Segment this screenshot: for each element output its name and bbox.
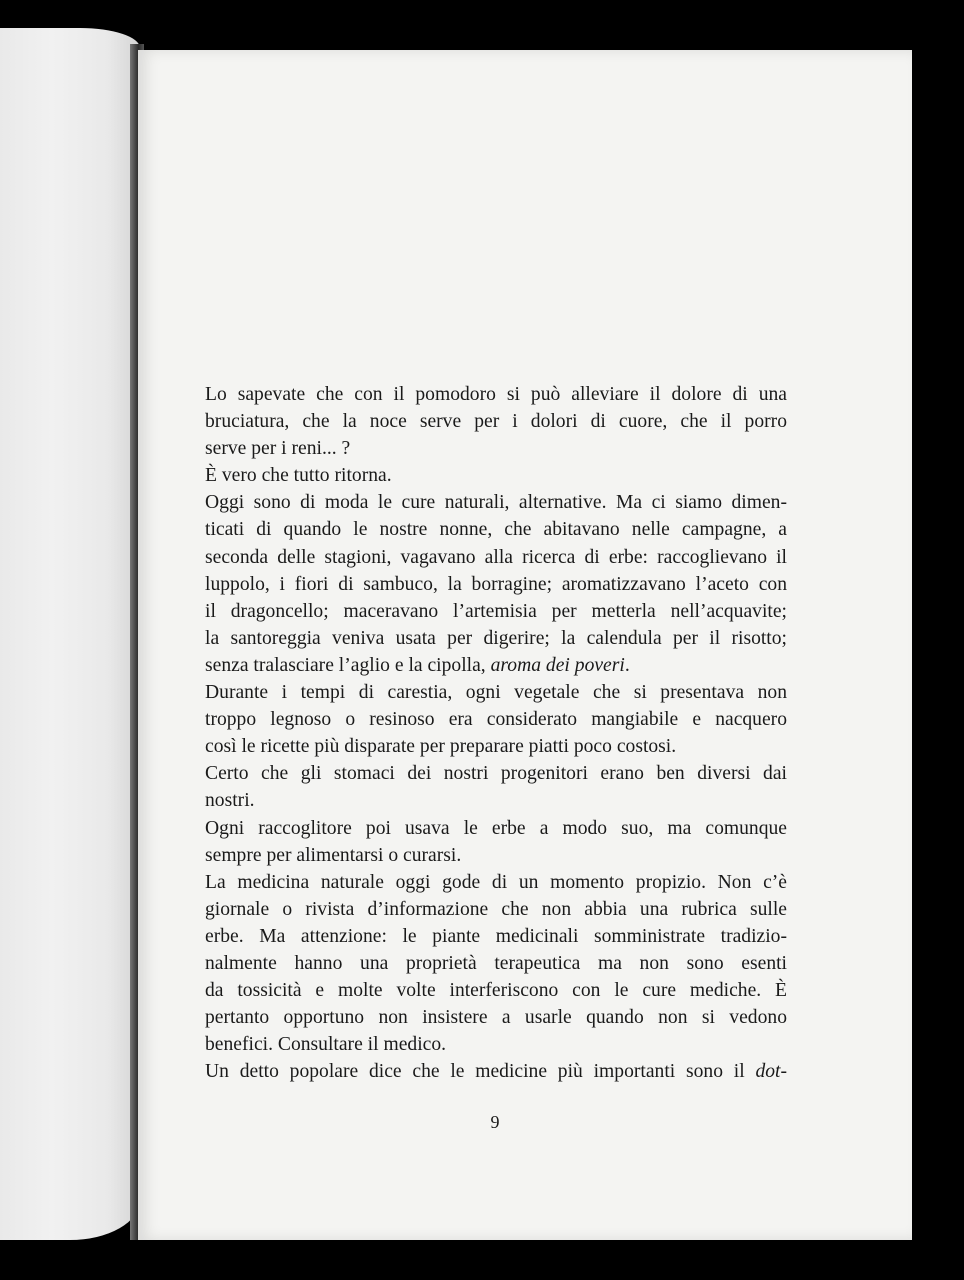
- text-line: Ogni raccoglitore poi usava le erbe a modo suo, ma comunque: [205, 817, 787, 839]
- text-line: così le ricette più disparate per preparare piatti poco costosi.: [205, 736, 677, 758]
- show-through-text: [220, 168, 800, 357]
- text-line: ticati di quando le nostre nonne, che abitavano nelle campagne, a: [205, 519, 787, 541]
- text-run: senza tralasciare l’aglio e la cipolla,: [205, 654, 491, 676]
- text-run: Un detto popolare dice che le medicine più importanti sono il: [205, 1061, 756, 1083]
- italic-phrase: aroma dei poveri: [490, 654, 625, 676]
- text-line: serve per i reni... ?: [205, 438, 351, 460]
- text-line: bruciatura, che la noce serve per i dolori di cuore, che il porro: [205, 411, 787, 433]
- text-line: da tossicità e molte volte interferiscono con le cure mediche. È: [205, 980, 787, 1002]
- text-line: sempre per alimentarsi o curarsi.: [205, 844, 462, 866]
- text-line: luppolo, i fiori di sambuco, la borragine; aromatizzavano l’aceto con: [205, 573, 787, 595]
- text-line: [205, 652, 787, 679]
- text-line: La medicina naturale oggi gode di un momento propizio. Non c’è: [205, 871, 787, 893]
- left-page-edge: [0, 28, 140, 1240]
- page-number: 9: [490, 1112, 500, 1132]
- text-line: il dragoncello; maceravano l’artemisia per metterla nell’acquavite;: [205, 600, 787, 622]
- text-line: la santoreggia veniva usata per digerire; la calendula per il risotto;: [205, 627, 787, 649]
- text-line: Lo sapevate che con il pomodoro si può alleviare il dolore di una: [205, 384, 787, 405]
- text-line: pertanto opportuno non insistere a usarle quando non si vedono: [205, 1007, 787, 1029]
- text-line: Certo che gli stomaci dei nostri progenitori erano ben diversi dai: [205, 763, 787, 785]
- italic-hyphenated-word: dot-: [755, 1061, 787, 1083]
- text-line: troppo legnoso o resinoso era considerato mangiabile e nacquero: [205, 709, 787, 731]
- text-line: Oggi sono di moda le cure naturali, alternative. Ma ci siamo dimen-: [205, 492, 787, 514]
- text-line: Durante i tempi di carestia, ogni vegetale che si presentava non: [205, 682, 787, 704]
- text-line: benefici. Consultare il medico.: [205, 1034, 447, 1056]
- text-line: giornale o rivista d’informazione che non abbia una rubrica sulle: [205, 898, 787, 920]
- text-line: È vero che tutto ritorna.: [205, 465, 392, 487]
- text-line: seconda delle stagioni, vagavano alla ricerca di erbe: raccoglievano il: [205, 546, 787, 568]
- text-line: nalmente hanno una proprietà terapeutica ma non sono esenti: [205, 952, 787, 974]
- text-line: [205, 1058, 787, 1085]
- text-run: .: [624, 654, 630, 676]
- text-line: nostri.: [205, 790, 255, 812]
- text-line: erbe. Ma attenzione: le piante medicinali somministrate tradizio-: [205, 925, 787, 947]
- body-text: [205, 381, 787, 1085]
